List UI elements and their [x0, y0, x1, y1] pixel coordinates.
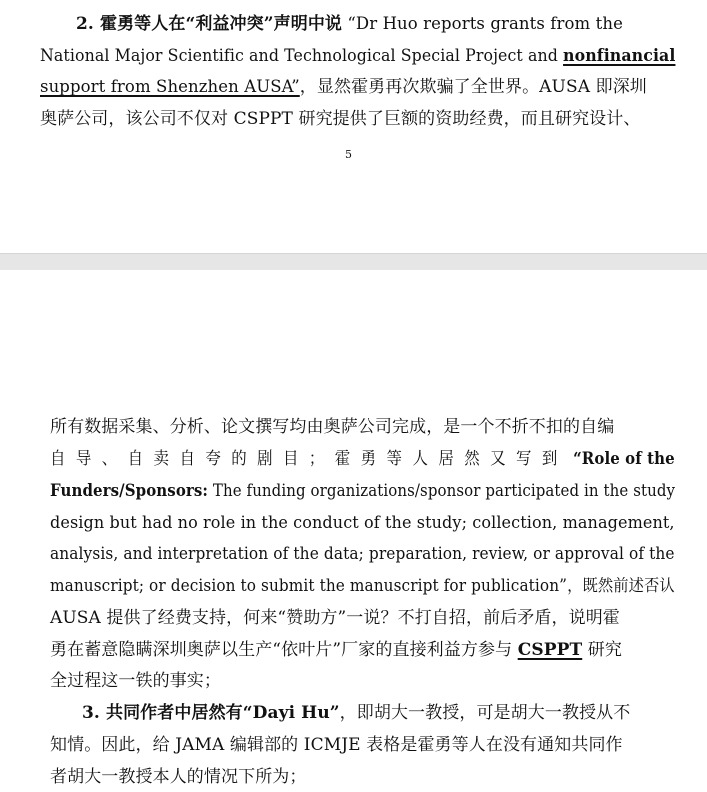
text-run: 勇在蓄意隐瞒深圳奥萨以生产“依叶片”厂家的直接利益方参与: [50, 640, 518, 660]
text-run: The funding organizations/sponsor participated in the study: [208, 481, 676, 500]
text-run: 研究: [582, 640, 622, 660]
paragraph-line-5: [50, 543, 675, 565]
emphasized-text: CSPPT: [517, 640, 583, 660]
document-page-top: [0, 0, 707, 253]
paragraph-2-line-2: [40, 45, 675, 67]
emphasized-text: nonfinancial: [563, 46, 676, 65]
text-run: 自导、自卖自夸的剧目；霍勇等人居然又写到: [50, 449, 568, 469]
paragraph-2-line-1: [76, 13, 623, 35]
text-run: analysis, and interpretation of the data; preparation, review, or approval of the: [50, 544, 675, 563]
text-run: manuscript; or decision to submit the manuscript for publication”，既然前述否认: [50, 576, 675, 595]
paragraph-2-line-4: [40, 108, 640, 130]
text-run: 者胡大一教授本人的情况下所为；: [50, 767, 307, 787]
paragraph-line-4: [50, 512, 675, 534]
section-2-heading: 2. 霍勇等人在“利益冲突”声明中说: [76, 14, 343, 34]
paragraph-3-line-1: [82, 702, 630, 724]
paragraph-line-1: [50, 416, 614, 438]
emphasized-text: support from Shenzhen AUSA”: [40, 77, 300, 96]
text-run: AUSA 提供了经费支持，何来“赞助方”一说？不打自招，前后矛盾，说明霍: [50, 608, 620, 628]
paragraph-line-3: [50, 480, 675, 502]
paragraph-line-8: [50, 639, 622, 661]
text-run: 知情。因此，给 JAMA 编辑部的 ICMJE 表格是霍勇等人在没有通知共同作: [50, 735, 623, 755]
emphasized-text: “Role of the: [567, 449, 675, 468]
text-run: 奥萨公司，该公司不仅对 CSPPT 研究提供了巨额的资助经费，而且研究设计、: [40, 109, 641, 129]
text-run: ，显然霍勇再次欺骗了全世界。AUSA 即深圳: [299, 77, 647, 97]
text-run: “Dr Huo reports grants from the: [342, 14, 623, 33]
text-run: design but had no role in the conduct of the study; collection, management,: [50, 513, 675, 532]
paragraph-3-line-2: [50, 734, 623, 756]
paragraph-line-6: [50, 575, 675, 597]
text-run: 全过程这一铁的事实；: [50, 671, 221, 691]
paragraph-line-9: [50, 670, 221, 692]
paragraph-line-2: [50, 448, 675, 470]
page-separator: [0, 253, 707, 271]
section-3-heading: 3. 共同作者中居然有“Dayi Hu”: [82, 703, 340, 723]
text-run: National Major Scientific and Technological Special Project and: [40, 46, 564, 65]
emphasized-text: Funders/Sponsors:: [50, 481, 209, 500]
paragraph-line-7: [50, 607, 620, 629]
text-run: 所有数据采集、分析、论文撰写均由奥萨公司完成，是一个不折不扣的自编: [50, 417, 615, 437]
document-page-bottom: [0, 270, 707, 792]
paragraph-3-line-3: [50, 766, 307, 788]
paragraph-2-line-3: [40, 76, 647, 98]
page-number: 5: [345, 148, 352, 161]
text-run: ，即胡大一教授，可是胡大一教授从不: [339, 703, 631, 723]
